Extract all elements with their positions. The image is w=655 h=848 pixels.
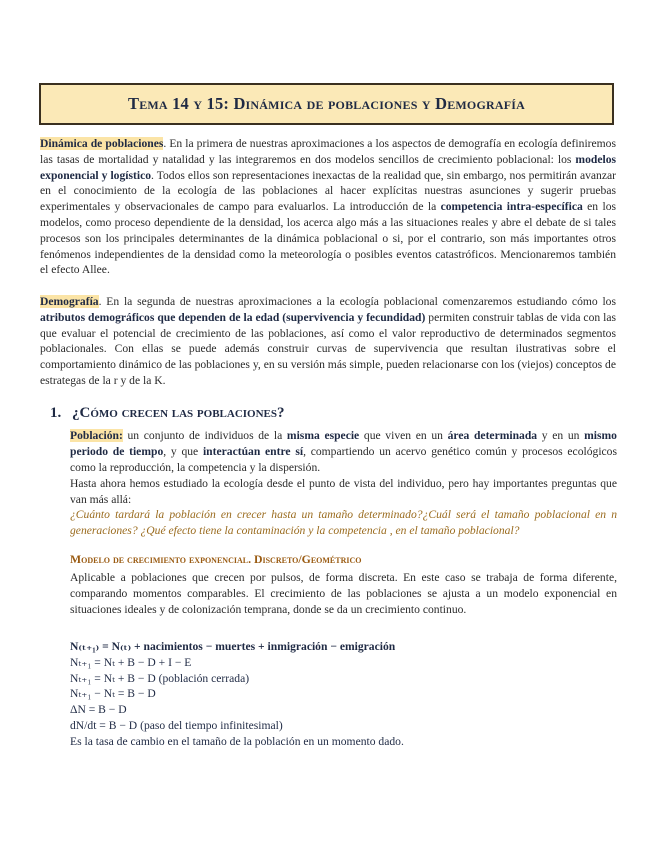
bold-run: área determinada xyxy=(447,429,538,442)
equation-line: N₍ₜ₊₁₎ = N₍ₜ₎ + nacimientos − muertes + inmigración − emigración xyxy=(70,640,396,653)
term-dinamica: Dinámica de poblaciones xyxy=(40,137,164,150)
bold-run: competencia intra-específica xyxy=(440,200,583,214)
equation-line: Nₜ₊₁ = Nₜ + B − D (población cerrada) xyxy=(70,671,250,685)
text-run: , y que xyxy=(163,444,203,458)
equation-line: Nₜ₊₁ − Nₜ = B − D xyxy=(70,687,156,701)
text-run: . En la segunda de nuestras aproximaciones a la ecología poblacional comenzaremos estudiando cómo los xyxy=(98,295,616,308)
bold-run: interactúan entre sí xyxy=(202,444,304,458)
equation-line: Nₜ₊₁ = Nₜ + B − D + I − E xyxy=(70,655,192,669)
bold-run: modelos exponencial y logístico xyxy=(40,152,616,182)
equation-list xyxy=(70,639,617,750)
text-run: , compartiendo un acervo genético común y procesos ecológicos como la reproducción, la competencia y la dispersión. xyxy=(70,444,617,474)
title-banner xyxy=(39,83,614,125)
text-run: . En la primera de nuestras aproximaciones a los aspectos de demografía en ecología definiremos las tasas de mortalidad y natalidad y las integraremos en dos modelos sencillos de crecimiento poblacional: los xyxy=(40,137,616,166)
paragraph-hasta-ahora: Hasta ahora hemos estudiado la ecología desde el punto de vista del individuo, pero hay importantes preguntas que van más allá: xyxy=(70,477,617,506)
text-run: en los modelos, como proceso dependiente de la densidad, los acerca algo más a las situaciones reales y abre el debate de si tales procesos son los principales determinantes de la dinámica poblacional o si, por el contrario, son más importantes otros fenómenos independientes de la densidad como la meteorología o posibles eventos catastróficos. Mencionaremos también el efecto Allee. xyxy=(40,200,617,277)
equation-line: ΔN = B − D xyxy=(70,703,127,717)
bold-run: mismo periodo de tiempo xyxy=(70,429,617,458)
subsection-heading: Modelo de crecimiento exponencial. Discreto/Geométrico xyxy=(70,552,362,566)
equation-line: Es la tasa de cambio en el tamaño de la población en un momento dado. xyxy=(70,734,404,748)
page-title: Tema 14 y 15: Dinámica de poblaciones y Demografía xyxy=(127,94,525,113)
section-heading xyxy=(50,405,285,422)
paragraph-preguntas: ¿Cuánto tardará la población en crecer hasta un tamaño determinado?¿Cuál será el tamaño poblacional en n generaciones? ¿Qué efecto tiene la contaminación y la competencia , en el tamaño poblacional? xyxy=(70,508,617,537)
paragraph-dinamica xyxy=(40,136,616,278)
paragraph-poblacion xyxy=(70,428,617,475)
section-number: 1. xyxy=(50,405,62,421)
text-run: un conjunto de individuos de la xyxy=(122,429,287,442)
text-run: . Todos ellos son representaciones inexactas de la realidad que, sin embargo, nos permitirán avanzar en el conocimiento de la ecología de las poblaciones al hacer explícitas nuestras asunciones y sugerir pruebas experimentales y observacionales de campo para evaluarlos. La introducción de la xyxy=(40,168,617,214)
paragraph-modelo: Aplicable a poblaciones que crecen por pulsos, de forma discreta. En este caso se trabaja de forma diferente, comparando momentos comparables. El crecimiento de las poblaciones se ajusta a un modelo exponencial en situaciones ideales y de colonización temprana, donde se da un crecimiento continuo. xyxy=(70,571,617,616)
section-title: ¿Cómo crecen las poblaciones? xyxy=(72,405,285,421)
term-poblacion: Población: xyxy=(70,429,123,442)
text-run: y en un xyxy=(537,429,585,442)
paragraph-demografia xyxy=(40,294,616,389)
bold-run: misma especie xyxy=(286,429,360,442)
text-run: permiten construir tablas de vida con las que evaluar el potencial de crecimiento de las poblaciones, así como el valor reproductivo de determinados segmentos poblacionales. Con ellas se puede además construir curvas de supervivencia que resultan ilustrativas sobre el comportamiento dinámico de las poblaciones y, en su versión más simple, pueden relacionarse con los (viejos) conceptos de estrategas de la r y de la K. xyxy=(40,310,617,387)
bold-run: atributos demográficos que dependen de la edad (supervivencia y fecundidad) xyxy=(40,310,426,324)
term-demografia: Demografía xyxy=(40,295,99,308)
text-run: que viven en un xyxy=(359,429,448,442)
equation-line: dN/dt = B − D (paso del tiempo infinitesimal) xyxy=(70,718,283,732)
